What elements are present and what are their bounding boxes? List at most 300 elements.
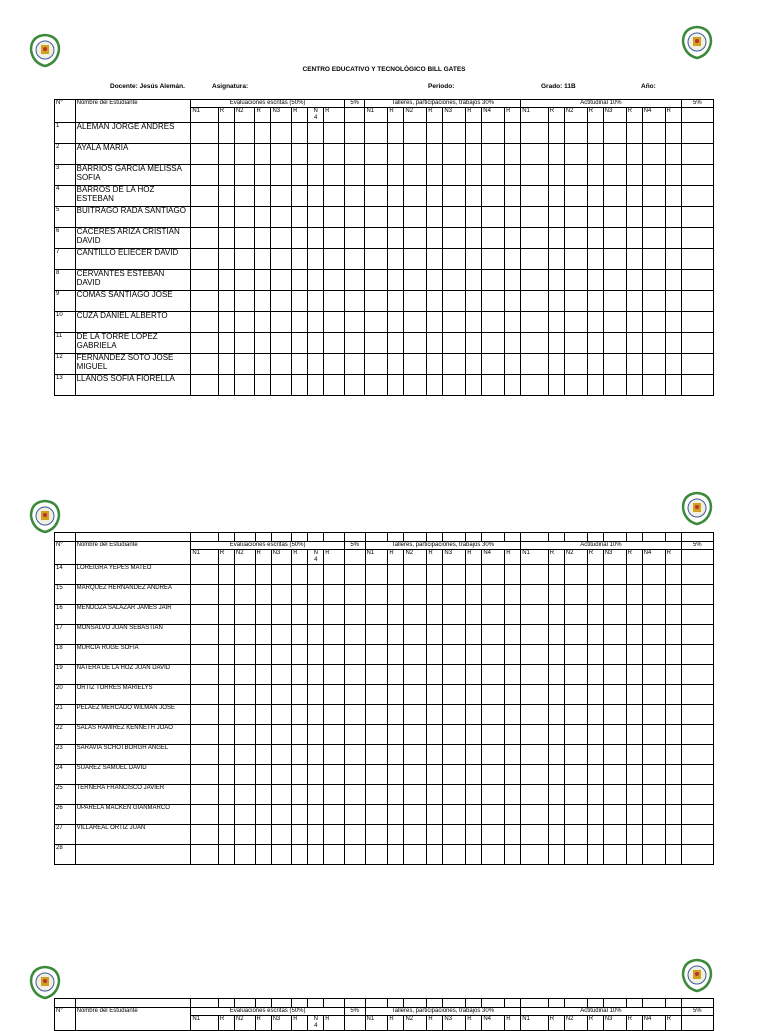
grade-cell[interactable] [681, 207, 713, 228]
grade-cell[interactable] [626, 625, 642, 645]
grade-cell[interactable] [365, 645, 388, 665]
grade-cell[interactable] [587, 645, 603, 665]
grade-cell[interactable] [292, 165, 308, 186]
grade-cell[interactable] [587, 123, 603, 144]
grade-cell[interactable] [365, 186, 388, 207]
grade-cell[interactable] [404, 685, 427, 705]
grade-cell[interactable] [587, 705, 603, 725]
grade-cell[interactable] [218, 585, 234, 605]
grade-cell[interactable] [521, 186, 548, 207]
grade-cell[interactable] [404, 565, 427, 585]
grade-cell[interactable] [344, 685, 365, 705]
grade-cell[interactable] [564, 665, 587, 685]
grade-cell[interactable] [443, 725, 466, 745]
grade-cell[interactable] [482, 765, 505, 785]
grade-cell[interactable] [234, 725, 255, 745]
grade-cell[interactable] [427, 825, 443, 845]
grade-cell[interactable] [587, 805, 603, 825]
grade-cell[interactable] [427, 645, 443, 665]
grade-cell[interactable] [587, 354, 603, 375]
grade-cell[interactable] [466, 186, 482, 207]
grade-cell[interactable] [191, 825, 219, 845]
grade-cell[interactable] [292, 845, 308, 865]
grade-cell[interactable] [505, 745, 521, 765]
grade-cell[interactable] [404, 725, 427, 745]
grade-cell[interactable] [365, 123, 388, 144]
grade-cell[interactable] [255, 291, 271, 312]
grade-cell[interactable] [404, 165, 427, 186]
grade-cell[interactable] [482, 705, 505, 725]
grade-cell[interactable] [308, 605, 324, 625]
grade-cell[interactable] [681, 186, 713, 207]
grade-cell[interactable] [466, 312, 482, 333]
grade-cell[interactable] [466, 645, 482, 665]
grade-cell[interactable] [564, 291, 587, 312]
grade-cell[interactable] [548, 805, 564, 825]
grade-cell[interactable] [292, 270, 308, 291]
grade-cell[interactable] [587, 765, 603, 785]
grade-cell[interactable] [587, 228, 603, 249]
grade-cell[interactable] [218, 249, 234, 270]
grade-cell[interactable] [255, 745, 271, 765]
grade-cell[interactable] [548, 165, 564, 186]
grade-cell[interactable] [271, 625, 292, 645]
grade-cell[interactable] [603, 745, 626, 765]
grade-cell[interactable] [642, 805, 665, 825]
grade-cell[interactable] [365, 565, 388, 585]
grade-cell[interactable] [404, 333, 427, 354]
grade-cell[interactable] [308, 186, 324, 207]
grade-cell[interactable] [681, 291, 713, 312]
grade-cell[interactable] [344, 585, 365, 605]
grade-cell[interactable] [404, 745, 427, 765]
grade-cell[interactable] [218, 354, 234, 375]
grade-cell[interactable] [191, 312, 218, 333]
grade-cell[interactable] [292, 333, 308, 354]
grade-cell[interactable] [218, 745, 234, 765]
grade-cell[interactable] [271, 312, 292, 333]
grade-cell[interactable] [255, 725, 271, 745]
grade-cell[interactable] [234, 249, 255, 270]
grade-cell[interactable] [292, 291, 308, 312]
grade-cell[interactable] [681, 270, 713, 291]
grade-cell[interactable] [564, 605, 587, 625]
grade-cell[interactable] [521, 665, 549, 685]
grade-cell[interactable] [255, 565, 271, 585]
grade-cell[interactable] [505, 270, 521, 291]
grade-cell[interactable] [443, 312, 466, 333]
grade-cell[interactable] [388, 665, 404, 685]
grade-cell[interactable] [665, 123, 681, 144]
grade-cell[interactable] [271, 291, 292, 312]
grade-cell[interactable] [271, 605, 292, 625]
grade-cell[interactable] [587, 375, 603, 396]
grade-cell[interactable] [234, 765, 255, 785]
grade-cell[interactable] [482, 144, 505, 165]
grade-cell[interactable] [255, 625, 271, 645]
grade-cell[interactable] [271, 144, 292, 165]
grade-cell[interactable] [292, 249, 308, 270]
grade-cell[interactable] [665, 333, 681, 354]
grade-cell[interactable] [564, 375, 587, 396]
grade-cell[interactable] [324, 312, 345, 333]
grade-cell[interactable] [388, 165, 404, 186]
grade-cell[interactable] [404, 144, 427, 165]
grade-cell[interactable] [521, 645, 549, 665]
grade-cell[interactable] [365, 165, 388, 186]
grade-cell[interactable] [271, 207, 292, 228]
grade-cell[interactable] [388, 605, 404, 625]
grade-cell[interactable] [427, 312, 443, 333]
grade-cell[interactable] [191, 354, 218, 375]
grade-cell[interactable] [365, 725, 388, 745]
grade-cell[interactable] [271, 725, 292, 745]
grade-cell[interactable] [665, 585, 681, 605]
grade-cell[interactable] [587, 249, 603, 270]
grade-cell[interactable] [603, 765, 626, 785]
grade-cell[interactable] [482, 805, 505, 825]
grade-cell[interactable] [466, 765, 482, 785]
grade-cell[interactable] [665, 645, 681, 665]
grade-cell[interactable] [482, 186, 505, 207]
grade-cell[interactable] [548, 354, 564, 375]
grade-cell[interactable] [521, 228, 548, 249]
grade-cell[interactable] [404, 845, 427, 865]
grade-cell[interactable] [271, 845, 292, 865]
grade-cell[interactable] [603, 354, 626, 375]
grade-cell[interactable] [564, 785, 587, 805]
grade-cell[interactable] [466, 228, 482, 249]
grade-cell[interactable] [365, 745, 388, 765]
grade-cell[interactable] [466, 705, 482, 725]
grade-cell[interactable] [255, 705, 271, 725]
grade-cell[interactable] [388, 375, 404, 396]
grade-cell[interactable] [365, 665, 388, 685]
grade-cell[interactable] [642, 665, 665, 685]
grade-cell[interactable] [427, 144, 443, 165]
grade-cell[interactable] [404, 785, 427, 805]
grade-cell[interactable] [365, 144, 388, 165]
grade-cell[interactable] [564, 354, 587, 375]
grade-cell[interactable] [564, 228, 587, 249]
grade-cell[interactable] [482, 685, 505, 705]
grade-cell[interactable] [191, 228, 218, 249]
grade-cell[interactable] [308, 270, 324, 291]
grade-cell[interactable] [642, 625, 665, 645]
grade-cell[interactable] [271, 765, 292, 785]
grade-cell[interactable] [191, 144, 218, 165]
grade-cell[interactable] [482, 565, 505, 585]
grade-cell[interactable] [564, 270, 587, 291]
grade-cell[interactable] [255, 375, 271, 396]
grade-cell[interactable] [365, 765, 388, 785]
grade-cell[interactable] [292, 375, 308, 396]
grade-cell[interactable] [587, 186, 603, 207]
grade-cell[interactable] [505, 291, 521, 312]
grade-cell[interactable] [324, 333, 345, 354]
grade-cell[interactable] [626, 785, 642, 805]
grade-cell[interactable] [255, 845, 271, 865]
grade-cell[interactable] [344, 291, 365, 312]
grade-cell[interactable] [443, 186, 466, 207]
grade-cell[interactable] [482, 333, 505, 354]
grade-cell[interactable] [218, 165, 234, 186]
grade-cell[interactable] [404, 625, 427, 645]
grade-cell[interactable] [642, 375, 665, 396]
grade-cell[interactable] [234, 825, 255, 845]
grade-cell[interactable] [521, 165, 548, 186]
grade-cell[interactable] [603, 845, 626, 865]
grade-cell[interactable] [191, 845, 219, 865]
grade-cell[interactable] [324, 249, 345, 270]
grade-cell[interactable] [292, 605, 308, 625]
grade-cell[interactable] [427, 375, 443, 396]
grade-cell[interactable] [218, 270, 234, 291]
grade-cell[interactable] [255, 585, 271, 605]
grade-cell[interactable] [548, 625, 564, 645]
grade-cell[interactable] [548, 375, 564, 396]
grade-cell[interactable] [271, 705, 292, 725]
grade-cell[interactable] [642, 333, 665, 354]
grade-cell[interactable] [548, 705, 564, 725]
grade-cell[interactable] [587, 665, 603, 685]
grade-cell[interactable] [344, 333, 365, 354]
grade-cell[interactable] [443, 228, 466, 249]
grade-cell[interactable] [603, 291, 626, 312]
grade-cell[interactable] [308, 625, 324, 645]
grade-cell[interactable] [564, 745, 587, 765]
grade-cell[interactable] [344, 785, 365, 805]
grade-cell[interactable] [365, 705, 388, 725]
grade-cell[interactable] [191, 805, 219, 825]
grade-cell[interactable] [587, 745, 603, 765]
grade-cell[interactable] [521, 144, 548, 165]
grade-cell[interactable] [271, 186, 292, 207]
grade-cell[interactable] [324, 186, 345, 207]
grade-cell[interactable] [308, 785, 324, 805]
grade-cell[interactable] [466, 207, 482, 228]
grade-cell[interactable] [308, 165, 324, 186]
grade-cell[interactable] [603, 228, 626, 249]
grade-cell[interactable] [292, 725, 308, 745]
grade-cell[interactable] [234, 375, 255, 396]
grade-cell[interactable] [344, 123, 365, 144]
grade-cell[interactable] [603, 123, 626, 144]
grade-cell[interactable] [603, 605, 626, 625]
grade-cell[interactable] [344, 845, 365, 865]
grade-cell[interactable] [191, 605, 219, 625]
grade-cell[interactable] [665, 165, 681, 186]
grade-cell[interactable] [564, 333, 587, 354]
grade-cell[interactable] [681, 705, 713, 725]
grade-cell[interactable] [255, 645, 271, 665]
grade-cell[interactable] [482, 270, 505, 291]
grade-cell[interactable] [191, 725, 219, 745]
grade-cell[interactable] [308, 354, 324, 375]
grade-cell[interactable] [218, 765, 234, 785]
grade-cell[interactable] [482, 645, 505, 665]
grade-cell[interactable] [681, 825, 713, 845]
grade-cell[interactable] [587, 165, 603, 186]
grade-cell[interactable] [482, 354, 505, 375]
grade-cell[interactable] [234, 291, 255, 312]
grade-cell[interactable] [521, 745, 549, 765]
grade-cell[interactable] [308, 375, 324, 396]
grade-cell[interactable] [255, 186, 271, 207]
grade-cell[interactable] [218, 375, 234, 396]
grade-cell[interactable] [365, 312, 388, 333]
grade-cell[interactable] [308, 144, 324, 165]
grade-cell[interactable] [466, 375, 482, 396]
grade-cell[interactable] [388, 312, 404, 333]
grade-cell[interactable] [642, 123, 665, 144]
grade-cell[interactable] [505, 375, 521, 396]
grade-cell[interactable] [626, 291, 642, 312]
grade-cell[interactable] [482, 825, 505, 845]
grade-cell[interactable] [642, 165, 665, 186]
grade-cell[interactable] [626, 705, 642, 725]
grade-cell[interactable] [308, 291, 324, 312]
grade-cell[interactable] [681, 805, 713, 825]
grade-cell[interactable] [404, 207, 427, 228]
grade-cell[interactable] [587, 605, 603, 625]
grade-cell[interactable] [388, 805, 404, 825]
grade-cell[interactable] [292, 123, 308, 144]
grade-cell[interactable] [548, 144, 564, 165]
grade-cell[interactable] [521, 685, 549, 705]
grade-cell[interactable] [255, 123, 271, 144]
grade-cell[interactable] [521, 845, 549, 865]
grade-cell[interactable] [505, 333, 521, 354]
grade-cell[interactable] [427, 228, 443, 249]
grade-cell[interactable] [466, 291, 482, 312]
grade-cell[interactable] [482, 605, 505, 625]
grade-cell[interactable] [626, 270, 642, 291]
grade-cell[interactable] [466, 565, 482, 585]
grade-cell[interactable] [324, 725, 345, 745]
grade-cell[interactable] [681, 725, 713, 745]
grade-cell[interactable] [642, 291, 665, 312]
grade-cell[interactable] [482, 165, 505, 186]
grade-cell[interactable] [587, 565, 603, 585]
grade-cell[interactable] [548, 333, 564, 354]
grade-cell[interactable] [218, 186, 234, 207]
grade-cell[interactable] [427, 207, 443, 228]
grade-cell[interactable] [626, 354, 642, 375]
grade-cell[interactable] [482, 665, 505, 685]
grade-cell[interactable] [365, 685, 388, 705]
grade-cell[interactable] [443, 625, 466, 645]
grade-cell[interactable] [564, 585, 587, 605]
grade-cell[interactable] [548, 207, 564, 228]
grade-cell[interactable] [443, 765, 466, 785]
grade-cell[interactable] [218, 665, 234, 685]
grade-cell[interactable] [404, 312, 427, 333]
grade-cell[interactable] [427, 705, 443, 725]
grade-cell[interactable] [564, 565, 587, 585]
grade-cell[interactable] [642, 228, 665, 249]
grade-cell[interactable] [548, 765, 564, 785]
grade-cell[interactable] [191, 565, 219, 585]
grade-cell[interactable] [427, 785, 443, 805]
grade-cell[interactable] [234, 333, 255, 354]
grade-cell[interactable] [234, 785, 255, 805]
grade-cell[interactable] [626, 745, 642, 765]
grade-cell[interactable] [665, 144, 681, 165]
grade-cell[interactable] [344, 605, 365, 625]
grade-cell[interactable] [427, 625, 443, 645]
grade-cell[interactable] [255, 785, 271, 805]
grade-cell[interactable] [443, 665, 466, 685]
grade-cell[interactable] [324, 354, 345, 375]
grade-cell[interactable] [191, 291, 218, 312]
grade-cell[interactable] [271, 585, 292, 605]
grade-cell[interactable] [388, 765, 404, 785]
grade-cell[interactable] [466, 123, 482, 144]
grade-cell[interactable] [665, 685, 681, 705]
grade-cell[interactable] [681, 565, 713, 585]
grade-cell[interactable] [308, 665, 324, 685]
grade-cell[interactable] [234, 585, 255, 605]
grade-cell[interactable] [466, 165, 482, 186]
grade-cell[interactable] [292, 585, 308, 605]
grade-cell[interactable] [271, 785, 292, 805]
grade-cell[interactable] [191, 745, 219, 765]
grade-cell[interactable] [642, 354, 665, 375]
grade-cell[interactable] [218, 625, 234, 645]
grade-cell[interactable] [681, 765, 713, 785]
grade-cell[interactable] [603, 144, 626, 165]
grade-cell[interactable] [191, 785, 219, 805]
grade-cell[interactable] [505, 725, 521, 745]
grade-cell[interactable] [521, 565, 549, 585]
grade-cell[interactable] [482, 249, 505, 270]
grade-cell[interactable] [681, 625, 713, 645]
grade-cell[interactable] [482, 123, 505, 144]
grade-cell[interactable] [308, 312, 324, 333]
grade-cell[interactable] [587, 207, 603, 228]
grade-cell[interactable] [548, 825, 564, 845]
grade-cell[interactable] [681, 165, 713, 186]
grade-cell[interactable] [482, 585, 505, 605]
grade-cell[interactable] [191, 186, 218, 207]
grade-cell[interactable] [218, 825, 234, 845]
grade-cell[interactable] [564, 725, 587, 745]
grade-cell[interactable] [603, 585, 626, 605]
grade-cell[interactable] [255, 685, 271, 705]
grade-cell[interactable] [548, 186, 564, 207]
grade-cell[interactable] [324, 605, 345, 625]
grade-cell[interactable] [388, 186, 404, 207]
grade-cell[interactable] [505, 249, 521, 270]
grade-cell[interactable] [191, 705, 219, 725]
grade-cell[interactable] [564, 312, 587, 333]
grade-cell[interactable] [218, 785, 234, 805]
grade-cell[interactable] [443, 745, 466, 765]
grade-cell[interactable] [548, 665, 564, 685]
grade-cell[interactable] [234, 625, 255, 645]
grade-cell[interactable] [388, 354, 404, 375]
grade-cell[interactable] [466, 745, 482, 765]
grade-cell[interactable] [681, 745, 713, 765]
grade-cell[interactable] [365, 845, 388, 865]
grade-cell[interactable] [234, 845, 255, 865]
grade-cell[interactable] [626, 725, 642, 745]
grade-cell[interactable] [564, 625, 587, 645]
grade-cell[interactable] [681, 685, 713, 705]
grade-cell[interactable] [255, 249, 271, 270]
grade-cell[interactable] [427, 565, 443, 585]
